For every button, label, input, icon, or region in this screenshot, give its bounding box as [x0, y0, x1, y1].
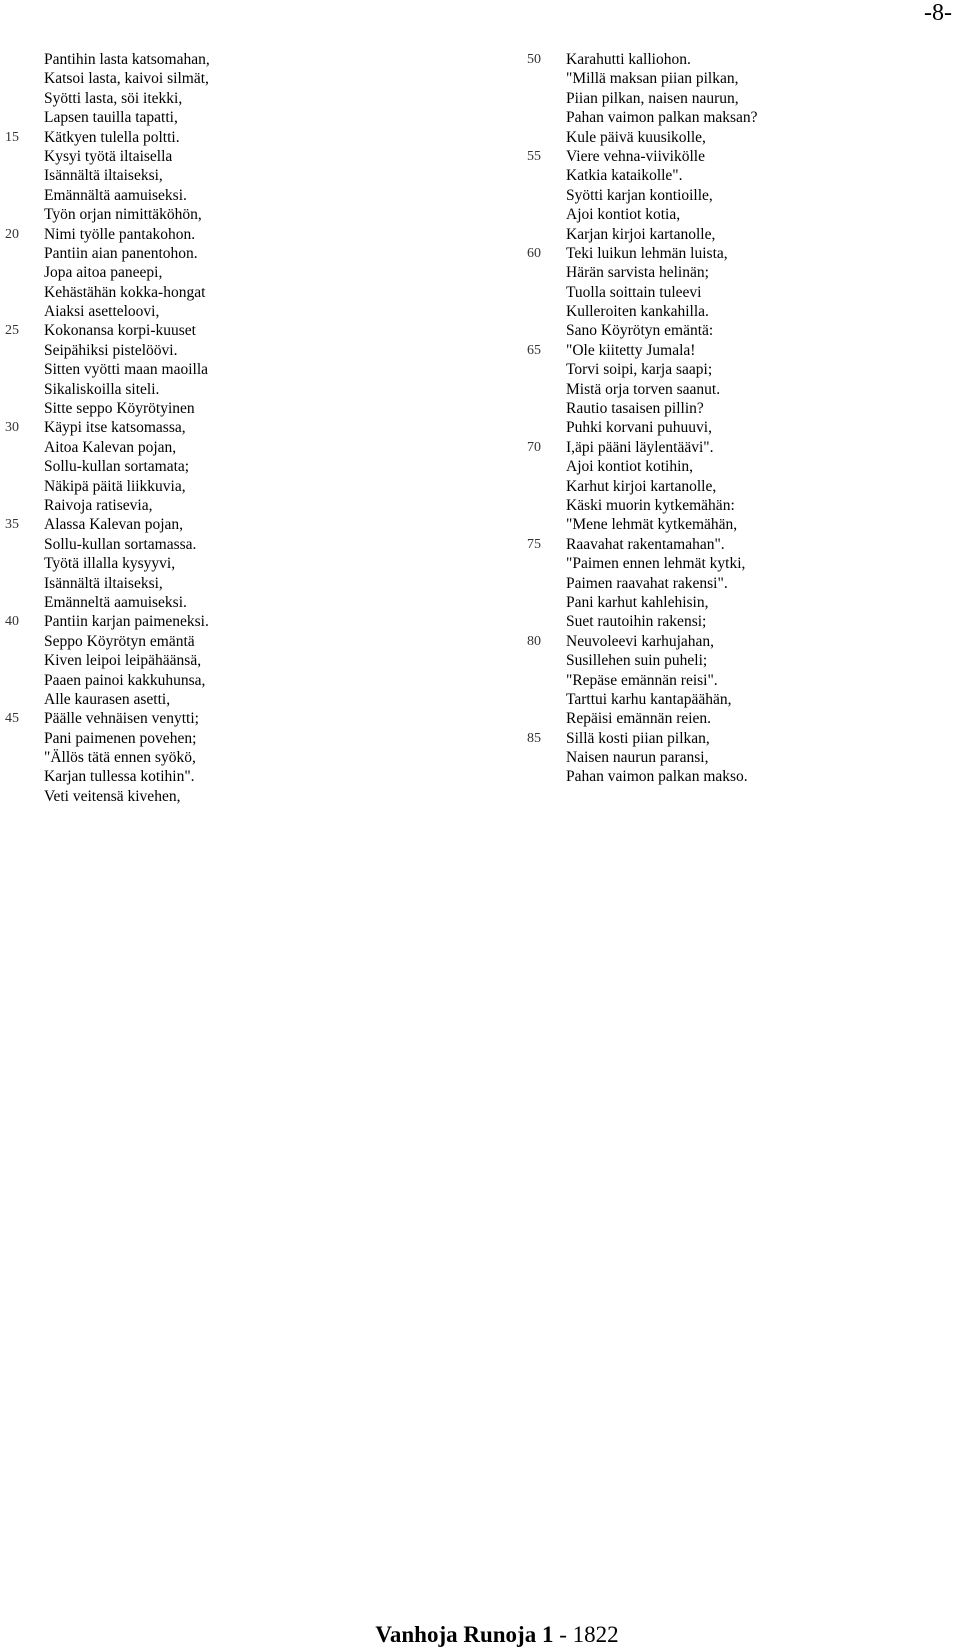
line-text: Työn orjan nimittäköhön,	[44, 206, 202, 224]
line-text: Käypi itse katsomassa,	[44, 419, 186, 437]
poem-line	[520, 225, 950, 244]
line-text: Aiaksi asetteloovi,	[44, 303, 160, 321]
line-number: 25	[5, 323, 19, 339]
line-text: Seppo Köyrötyn emäntä	[44, 632, 195, 650]
line-number: 85	[527, 730, 541, 746]
line-text: Sano Köyrötyn emäntä:	[566, 322, 714, 340]
poem-line	[0, 535, 470, 554]
line-text: Neuvoleevi karhujahan,	[566, 632, 715, 650]
poem-line	[0, 128, 470, 147]
line-text: Karhut kirjoi kartanolle,	[566, 477, 717, 495]
poem-line	[0, 205, 470, 224]
poem-line	[0, 554, 470, 573]
poem-line	[520, 399, 950, 418]
poem-line	[0, 651, 470, 670]
line-text: Lapsen tauilla tapatti,	[44, 109, 178, 127]
poem-line	[0, 632, 470, 651]
line-text: Syötti lasta, söi itekki,	[44, 89, 183, 107]
line-text: "Ole kiitetty Jumala!	[566, 341, 696, 359]
poem-line	[0, 263, 470, 282]
line-text: Pahan vaimon palkan makso.	[566, 768, 748, 786]
poem-line	[520, 166, 950, 185]
line-text: Sitte seppo Köyrötyinen	[44, 400, 195, 418]
line-text: Alassa Kalevan pojan,	[44, 516, 184, 534]
line-text: Pani paimenen povehen;	[44, 729, 197, 747]
line-text: Sikaliskoilla siteli.	[44, 380, 160, 398]
poem-line	[520, 89, 950, 108]
poem-line	[520, 438, 950, 457]
poem-line	[0, 496, 470, 515]
poem-line	[520, 283, 950, 302]
line-number: 60	[527, 245, 541, 261]
line-number: 55	[527, 148, 541, 164]
footer-title: Vanhoja Runoja 1	[375, 1622, 554, 1647]
poem-line	[520, 729, 950, 748]
line-text: Näkipä päitä liikkuvia,	[44, 477, 186, 495]
footer-separator: -	[553, 1622, 573, 1647]
line-text: Sollu-kullan sortamata;	[44, 458, 190, 476]
line-text: Sitten vyötti maan maoilla	[44, 361, 209, 379]
line-text: Rautio tasaisen pillin?	[566, 400, 704, 418]
poem-line	[520, 341, 950, 360]
line-text: Repäisi emännän reien.	[566, 710, 712, 728]
poem-line	[520, 205, 950, 224]
line-text: Naisen naurun paransi,	[566, 749, 709, 767]
line-text: Kule päivä kuusikolle,	[566, 128, 706, 146]
line-text: Karjan tullessa kotihin".	[44, 768, 195, 786]
poem-line	[520, 632, 950, 651]
poem-line	[520, 50, 950, 69]
line-text: Katsoi lasta, kaivoi silmät,	[44, 70, 209, 88]
line-text: Pantiin karjan paimeneksi.	[44, 613, 209, 631]
poem-line	[520, 690, 950, 709]
footer-year: 1822	[572, 1622, 619, 1647]
poem-line	[0, 186, 470, 205]
line-text: Päälle vehnäisen venytti;	[44, 710, 199, 728]
poem-line	[0, 302, 470, 321]
line-text: Torvi soipi, karja saapi;	[566, 361, 713, 379]
poem-line	[0, 341, 470, 360]
line-text: Tarttui karhu kantapäähän,	[566, 690, 732, 708]
line-text: Pantihin lasta katsomahan,	[44, 51, 210, 68]
poem-column-right	[520, 50, 950, 787]
page-number: -8-	[924, 0, 952, 26]
poem-line	[520, 360, 950, 379]
poem-line	[520, 671, 950, 690]
line-text: Tuolla soittain tuleevi	[566, 283, 702, 301]
poem-column-left	[0, 50, 470, 806]
poem-line	[520, 477, 950, 496]
poem-line	[0, 108, 470, 127]
poem-line	[0, 612, 470, 631]
poem-line	[520, 457, 950, 476]
line-text: Karahutti kalliohon.	[566, 51, 691, 68]
poem-line	[0, 787, 470, 806]
poem-line	[520, 418, 950, 437]
line-text: Seipähiksi pistelöövi.	[44, 341, 178, 359]
line-text: Pani karhut kahlehisin,	[566, 593, 709, 611]
poem-line	[0, 399, 470, 418]
poem-line	[0, 477, 470, 496]
line-text: Puhki korvani puhuuvi,	[566, 419, 712, 437]
poem-line	[0, 418, 470, 437]
poem-line	[0, 166, 470, 185]
poem-line	[0, 50, 470, 69]
line-text: Karjan kirjoi kartanolle,	[566, 225, 716, 243]
line-text: Ajoi kontiot kotia,	[566, 206, 681, 224]
poem-line	[0, 574, 470, 593]
poem-line	[520, 554, 950, 573]
line-text: Kehästähän kokka-hongat	[44, 283, 206, 301]
poem-line	[0, 748, 470, 767]
poem-line	[520, 767, 950, 786]
line-text: Työtä illalla kysyyvi,	[44, 555, 176, 573]
poem-line	[520, 147, 950, 166]
page-footer	[0, 1622, 960, 1648]
line-text: Sillä kosti piian pilkan,	[566, 729, 710, 747]
line-text: Kulleroiten kankahilla.	[566, 303, 709, 321]
line-number: 45	[5, 711, 19, 727]
poem-line	[520, 186, 950, 205]
line-number: 40	[5, 614, 19, 630]
poem-line	[520, 709, 950, 728]
poem-line	[0, 671, 470, 690]
poem-line	[0, 515, 470, 534]
poem-line	[0, 225, 470, 244]
line-text: Pahan vaimon palkan maksan?	[566, 109, 758, 127]
line-number: 30	[5, 420, 19, 436]
line-number: 80	[527, 633, 541, 649]
line-number: 20	[5, 226, 19, 242]
line-text: "Millä maksan piian pilkan,	[566, 70, 739, 88]
poem-line	[0, 690, 470, 709]
line-text: "Ällös tätä ennen syökö,	[44, 749, 196, 767]
poem-line	[520, 244, 950, 263]
line-text: Raivoja ratisevia,	[44, 496, 153, 514]
line-text: "Repäse emännän reisi".	[566, 671, 718, 689]
line-text: Piian pilkan, naisen naurun,	[566, 89, 739, 107]
line-text: Emännältä aamuiseksi.	[44, 186, 187, 204]
line-text: Isännältä iltaiseksi,	[44, 574, 163, 592]
poem-line	[0, 767, 470, 786]
line-text: Syötti karjan kontioille,	[566, 186, 713, 204]
line-text: Sollu-kullan sortamassa.	[44, 535, 197, 553]
poem-line	[520, 612, 950, 631]
line-text: Härän sarvista helinän;	[566, 264, 709, 282]
line-number: 15	[5, 129, 19, 145]
line-text: Paimen raavahat rakensi".	[566, 574, 728, 592]
poem-line	[0, 709, 470, 728]
poem-line	[0, 283, 470, 302]
line-text: Kysyi työtä iltaisella	[44, 147, 173, 165]
line-text: Susillehen suin puheli;	[566, 652, 708, 670]
line-number: 50	[527, 52, 541, 67]
poem-line	[0, 593, 470, 612]
poem-line	[520, 128, 950, 147]
poem-line	[0, 438, 470, 457]
poem-line	[520, 263, 950, 282]
poem-line	[520, 69, 950, 88]
poem-line	[520, 574, 950, 593]
poem-line	[520, 651, 950, 670]
line-text: "Paimen ennen lehmät kytki,	[566, 555, 746, 573]
line-text: Alle kaurasen asetti,	[44, 690, 171, 708]
poem-line	[0, 89, 470, 108]
poem-line	[520, 748, 950, 767]
line-text: Kätkyen tulella poltti.	[44, 128, 180, 146]
line-text: Isännältä iltaiseksi,	[44, 167, 163, 185]
line-text: Suet rautoihin rakensi;	[566, 613, 707, 631]
poem-line	[520, 593, 950, 612]
line-number: 70	[527, 439, 541, 455]
poem-line	[0, 147, 470, 166]
line-number: 65	[527, 342, 541, 358]
line-text: Mistä orja torven saanut.	[566, 380, 721, 398]
line-text: Veti veitensä kivehen,	[44, 787, 181, 805]
poem-line	[520, 380, 950, 399]
poem-line	[0, 244, 470, 263]
poem-line	[520, 535, 950, 554]
poem-line	[520, 108, 950, 127]
line-text: Aitoa Kalevan pojan,	[44, 438, 177, 456]
poem-line	[0, 321, 470, 340]
line-text: Kiven leipoi leipähäänsä,	[44, 652, 202, 670]
poem-line	[0, 360, 470, 379]
line-text: Ajoi kontiot kotihin,	[566, 458, 694, 476]
line-text: I,äpi pääni läylentäävi".	[566, 438, 714, 456]
poem-line	[520, 496, 950, 515]
line-text: Viere vehna-viivikölle	[566, 147, 705, 165]
poem-line	[0, 729, 470, 748]
line-text: Paaen painoi kakkuhunsa,	[44, 671, 206, 689]
line-text: Jopa aitoa paneepi,	[44, 264, 163, 282]
line-text: Katkia kataikolle".	[566, 167, 683, 185]
poem-line	[520, 515, 950, 534]
line-number: 75	[527, 536, 541, 552]
line-text: Nimi työlle pantakohon.	[44, 225, 196, 243]
poem-line	[520, 302, 950, 321]
poem-line	[0, 380, 470, 399]
line-text: Teki luikun lehmän luista,	[566, 244, 728, 262]
line-text: "Mene lehmät kytkemähän,	[566, 516, 738, 534]
poem-line	[520, 321, 950, 340]
poem-line	[0, 69, 470, 88]
line-text: Käski muorin kytkemähän:	[566, 496, 735, 514]
line-number: 35	[5, 517, 19, 533]
line-text: Emänneltä aamuiseksi.	[44, 593, 187, 611]
poem-line	[0, 457, 470, 476]
line-text: Kokonansa korpi-kuuset	[44, 322, 196, 340]
line-text: Pantiin aian panentohon.	[44, 244, 198, 262]
line-text: Raavahat rakentamahan".	[566, 535, 725, 553]
